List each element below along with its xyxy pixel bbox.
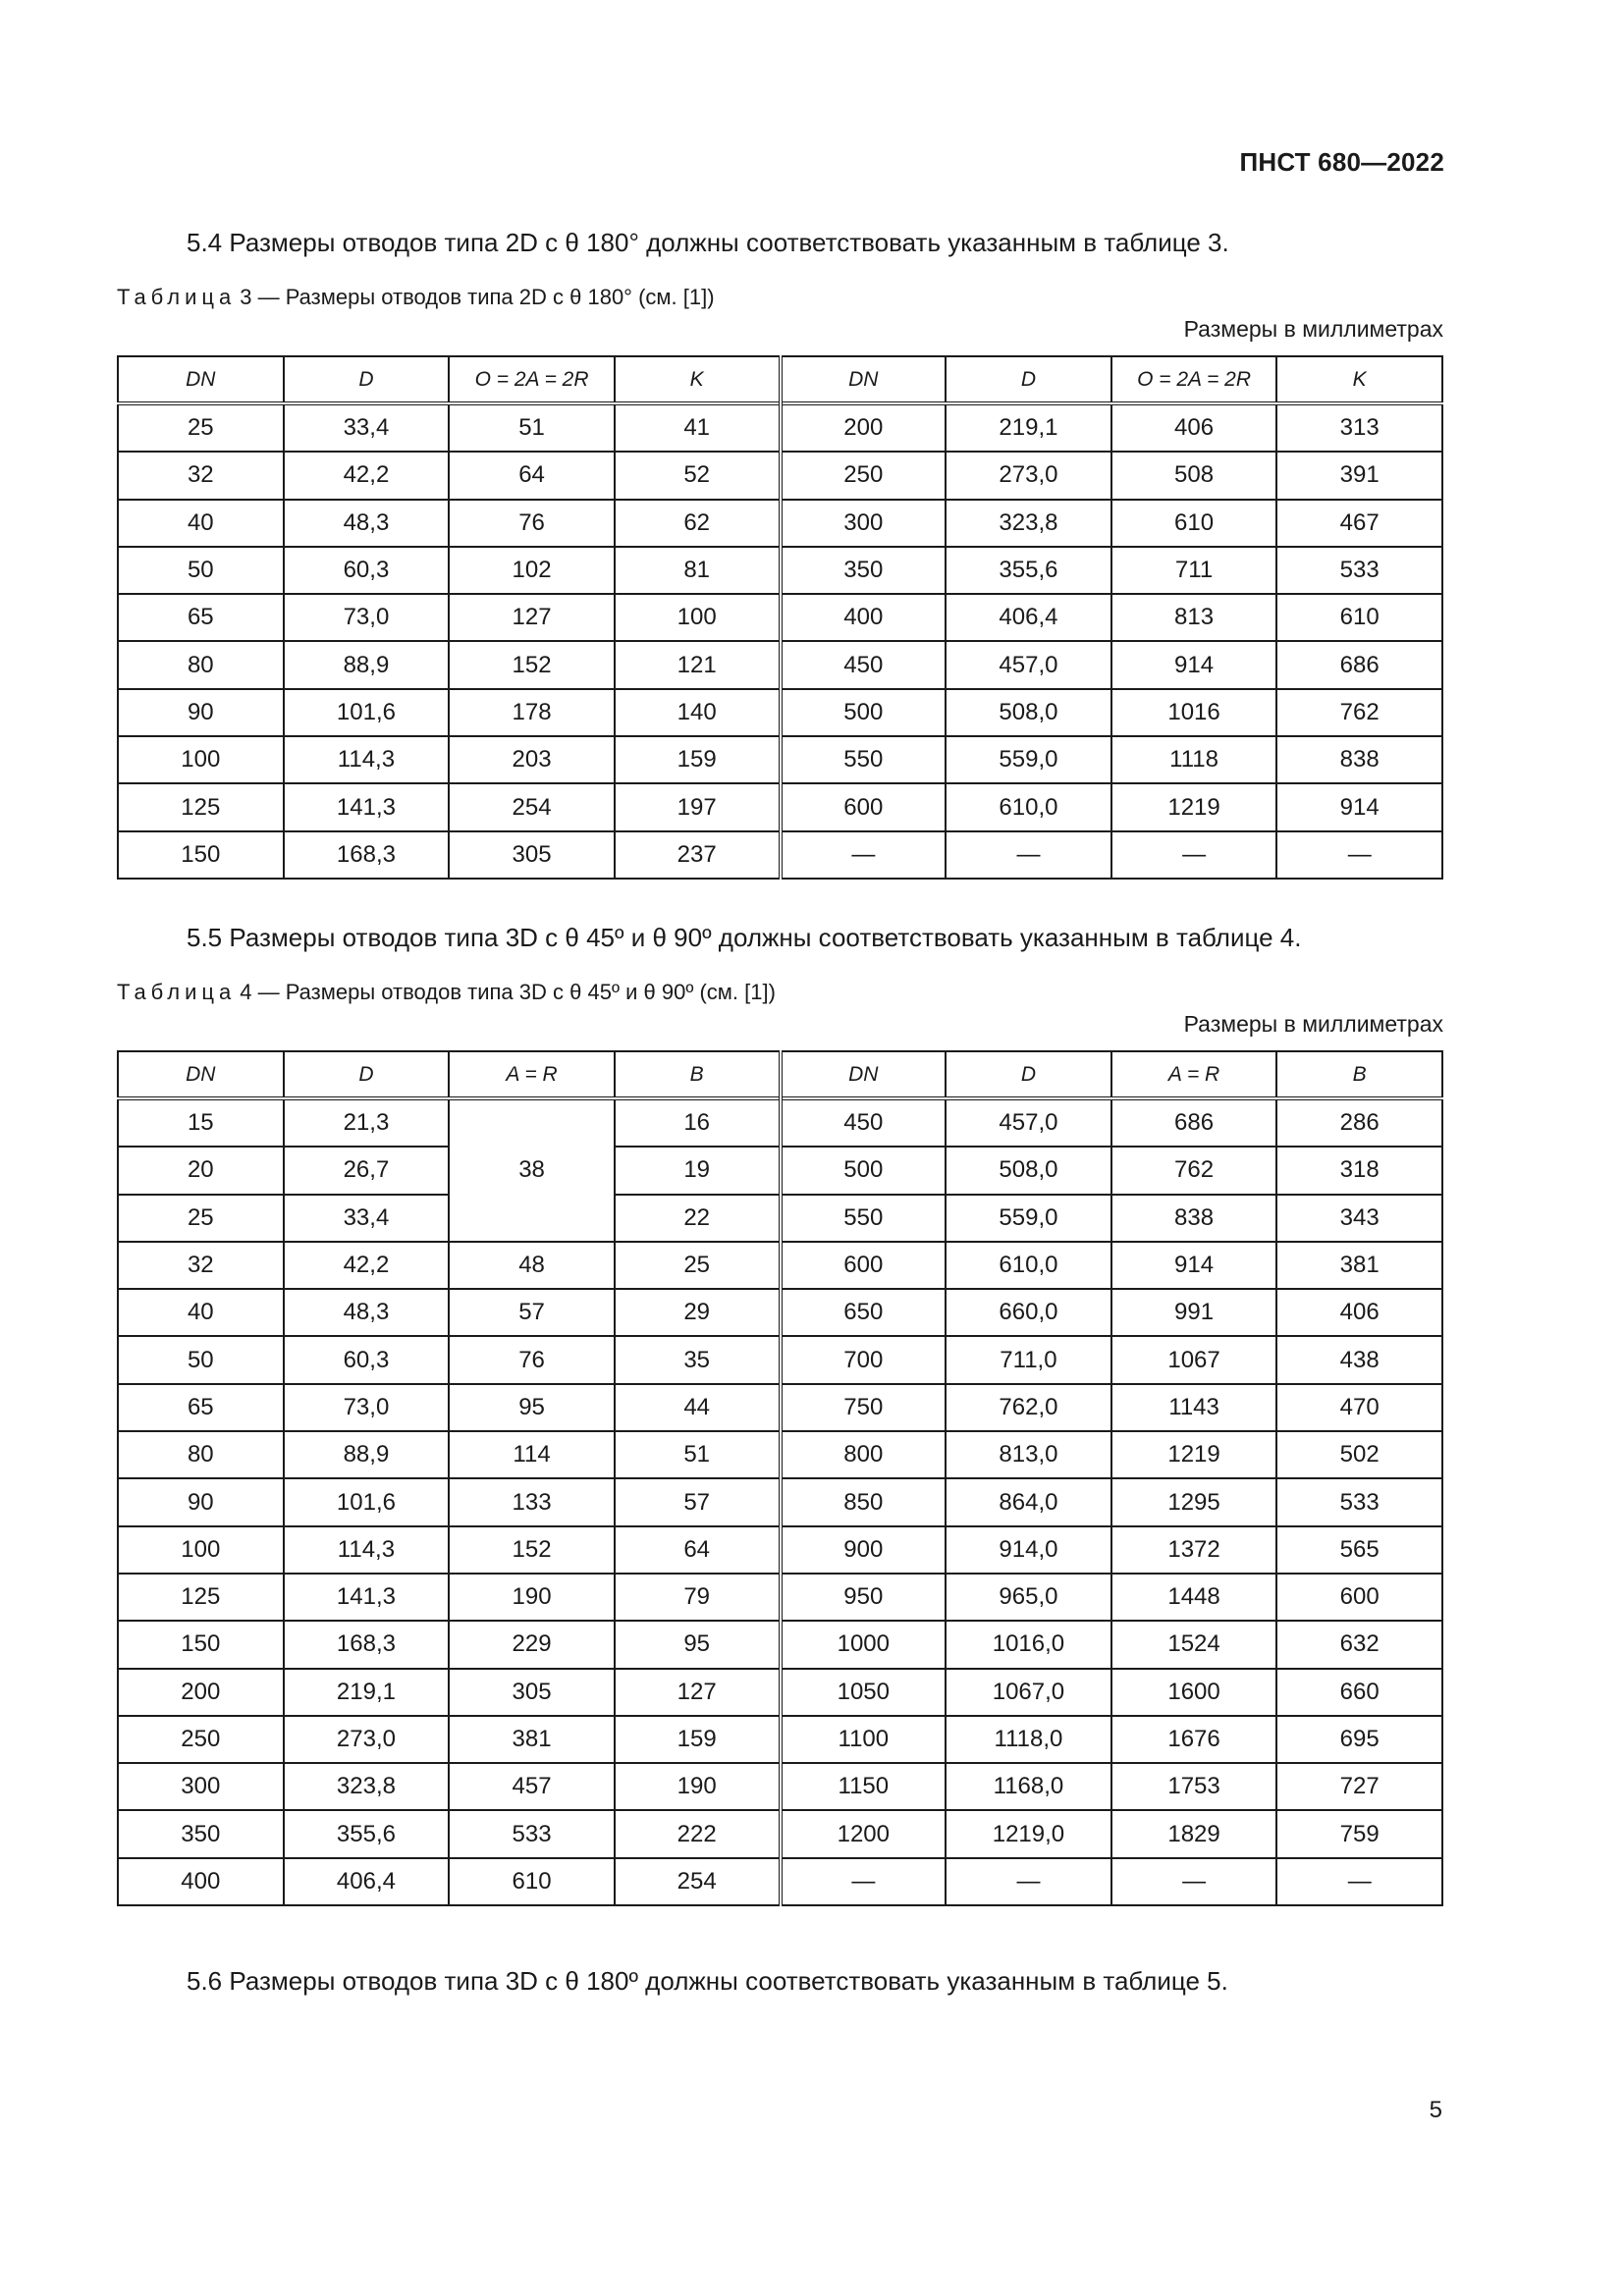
table-cell: 305	[449, 831, 615, 879]
table4-units: Размеры в миллиметрах	[1183, 1011, 1443, 1037]
column-header: K	[1276, 356, 1442, 403]
table-cell: 25	[615, 1242, 781, 1289]
table-row	[118, 1621, 1442, 1668]
table-cell: 229	[449, 1621, 615, 1668]
table-cell: 762,0	[946, 1384, 1111, 1431]
table-cell: 88,9	[284, 1431, 450, 1478]
table-cell: 1448	[1111, 1574, 1277, 1621]
table-cell: 197	[615, 783, 781, 830]
table-cell: 95	[615, 1621, 781, 1668]
table-cell: 20	[118, 1147, 284, 1194]
table-cell: 759	[1276, 1810, 1442, 1857]
table-cell: 79	[615, 1574, 781, 1621]
table-cell: 33,4	[284, 1195, 450, 1242]
table-cell: 610	[1276, 594, 1442, 641]
table-cell: —	[1111, 1858, 1277, 1905]
table-cell: 1118,0	[946, 1716, 1111, 1763]
table-cell: 76	[449, 500, 615, 547]
table-row	[118, 594, 1442, 641]
table-cell: 438	[1276, 1336, 1442, 1383]
table-cell: —	[1276, 1858, 1442, 1905]
table-cell: 90	[118, 1478, 284, 1525]
table-cell: 80	[118, 641, 284, 688]
table-cell: 343	[1276, 1195, 1442, 1242]
table-cell: 600	[1276, 1574, 1442, 1621]
table-cell: 502	[1276, 1431, 1442, 1478]
table-cell: 762	[1276, 689, 1442, 736]
column-header: D	[284, 356, 450, 403]
table-cell: 21,3	[284, 1098, 450, 1147]
table-cell: 100	[118, 736, 284, 783]
table-cell: 140	[615, 689, 781, 736]
table-cell: 850	[781, 1478, 947, 1525]
page-number: 5	[1429, 2097, 1442, 2123]
table-row	[118, 641, 1442, 688]
table-cell: 914	[1111, 1242, 1277, 1289]
table-cell: 114,3	[284, 736, 450, 783]
table-cell: 533	[449, 1810, 615, 1857]
table-cell: 29	[615, 1289, 781, 1336]
table-cell: 141,3	[284, 783, 450, 830]
document-code: ПНСТ 680—2022	[1239, 147, 1444, 177]
table-cell: 48,3	[284, 500, 450, 547]
column-header: B	[615, 1051, 781, 1098]
table-cell: 50	[118, 1336, 284, 1383]
column-header: A = R	[449, 1051, 615, 1098]
table-row	[118, 500, 1442, 547]
table-cell: 500	[781, 1147, 947, 1194]
table-cell: 318	[1276, 1147, 1442, 1194]
table-cell: 610,0	[946, 1242, 1111, 1289]
table-cell: 457,0	[946, 1098, 1111, 1147]
table-cell: 273,0	[946, 452, 1111, 499]
table-row	[118, 831, 1442, 879]
table-cell: 44	[615, 1384, 781, 1431]
table-cell: 450	[781, 641, 947, 688]
table-cell: 391	[1276, 452, 1442, 499]
table-cell: 152	[449, 1526, 615, 1574]
table-cell: 1150	[781, 1763, 947, 1810]
table-cell: 400	[781, 594, 947, 641]
table4-body	[118, 1098, 1442, 1905]
table-cell: 550	[781, 736, 947, 783]
table-cell: 695	[1276, 1716, 1442, 1763]
column-header: K	[615, 356, 781, 403]
table-cell: 125	[118, 1574, 284, 1621]
table-cell: 610	[449, 1858, 615, 1905]
table-cell: 900	[781, 1526, 947, 1574]
table-cell: 1118	[1111, 736, 1277, 783]
table4	[117, 1050, 1443, 1906]
column-header: DN	[118, 356, 284, 403]
table-cell: 100	[118, 1526, 284, 1574]
table-cell: 32	[118, 452, 284, 499]
table-cell: 121	[615, 641, 781, 688]
table-cell: 150	[118, 831, 284, 879]
table-cell: 40	[118, 1289, 284, 1336]
table-cell: 686	[1111, 1098, 1277, 1147]
table-cell: 100	[615, 594, 781, 641]
table-row	[118, 1526, 1442, 1574]
table-cell: 127	[449, 594, 615, 641]
table-cell: 38	[449, 1098, 615, 1242]
table-cell: 19	[615, 1147, 781, 1194]
table-cell: 222	[615, 1810, 781, 1857]
table-cell: 660,0	[946, 1289, 1111, 1336]
table-cell: 178	[449, 689, 615, 736]
table-cell: 203	[449, 736, 615, 783]
table-cell: 508,0	[946, 689, 1111, 736]
table-cell: 400	[118, 1858, 284, 1905]
table-cell: 237	[615, 831, 781, 879]
table-cell: —	[1276, 831, 1442, 879]
table-cell: 114,3	[284, 1526, 450, 1574]
table4-caption-text: 4 — Размеры отводов типа 3D с θ 45º и θ 90º (см. [1])	[240, 980, 776, 1004]
table3-caption	[117, 285, 715, 310]
table-cell: 406	[1276, 1289, 1442, 1336]
table-cell: 114	[449, 1431, 615, 1478]
table-cell: 101,6	[284, 1478, 450, 1525]
table-row	[118, 1289, 1442, 1336]
table-row	[118, 1669, 1442, 1716]
table-row	[118, 783, 1442, 830]
table-cell: 65	[118, 594, 284, 641]
table-cell: 51	[615, 1431, 781, 1478]
paragraph-5-4: 5.4 Размеры отводов типа 2D с θ 180° должны соответствовать указанным в таблице 3.	[187, 228, 1229, 257]
table-cell: 914	[1276, 783, 1442, 830]
table-cell: 219,1	[284, 1669, 450, 1716]
table-cell: 22	[615, 1195, 781, 1242]
table-cell: 457,0	[946, 641, 1111, 688]
table-cell: 15	[118, 1098, 284, 1147]
table-cell: 250	[781, 452, 947, 499]
table-cell: 48,3	[284, 1289, 450, 1336]
table-row	[118, 1147, 1442, 1194]
table-cell: 1524	[1111, 1621, 1277, 1668]
column-header: D	[946, 1051, 1111, 1098]
table-cell: 457	[449, 1763, 615, 1810]
table-row	[118, 1384, 1442, 1431]
table-cell: 1200	[781, 1810, 947, 1857]
table-cell: 254	[615, 1858, 781, 1905]
table-cell: 76	[449, 1336, 615, 1383]
table-cell: 450	[781, 1098, 947, 1147]
table-row	[118, 736, 1442, 783]
table-row	[118, 403, 1442, 452]
table-cell: 250	[118, 1716, 284, 1763]
table-cell: 127	[615, 1669, 781, 1716]
table-cell: 813,0	[946, 1431, 1111, 1478]
table-cell: 60,3	[284, 1336, 450, 1383]
table-cell: —	[781, 831, 947, 879]
table-cell: 559,0	[946, 736, 1111, 783]
table-cell: 950	[781, 1574, 947, 1621]
table-cell: 323,8	[946, 500, 1111, 547]
table-cell: 1067,0	[946, 1669, 1111, 1716]
table-cell: 762	[1111, 1147, 1277, 1194]
table-cell: 800	[781, 1431, 947, 1478]
table-cell: 686	[1276, 641, 1442, 688]
column-header: B	[1276, 1051, 1442, 1098]
table-cell: 305	[449, 1669, 615, 1716]
table-cell: 864,0	[946, 1478, 1111, 1525]
table-cell: 62	[615, 500, 781, 547]
table-cell: 125	[118, 783, 284, 830]
table-cell: 25	[118, 403, 284, 452]
table-cell: 1050	[781, 1669, 947, 1716]
table4-caption-label: Таблица	[117, 980, 237, 1004]
table-cell: 650	[781, 1289, 947, 1336]
table-row	[118, 1858, 1442, 1905]
table-row	[118, 452, 1442, 499]
table-cell: 73,0	[284, 1384, 450, 1431]
table-cell: 711	[1111, 547, 1277, 594]
table-cell: 219,1	[946, 403, 1111, 452]
table-cell: 600	[781, 1242, 947, 1289]
table-cell: 254	[449, 783, 615, 830]
table-cell: 16	[615, 1098, 781, 1147]
table-cell: 711,0	[946, 1336, 1111, 1383]
table-row	[118, 1574, 1442, 1621]
table-cell: 300	[118, 1763, 284, 1810]
table-cell: 323,8	[284, 1763, 450, 1810]
column-header: D	[946, 356, 1111, 403]
table-cell: 533	[1276, 1478, 1442, 1525]
table-cell: 35	[615, 1336, 781, 1383]
table-cell: 60,3	[284, 547, 450, 594]
table4-caption	[117, 980, 776, 1005]
table3-caption-label: Таблица	[117, 285, 237, 309]
table-cell: 1372	[1111, 1526, 1277, 1574]
table-cell: 200	[781, 403, 947, 452]
table-cell: 1676	[1111, 1716, 1277, 1763]
table-cell: 273,0	[284, 1716, 450, 1763]
table-cell: 81	[615, 547, 781, 594]
table-cell: 355,6	[946, 547, 1111, 594]
table-cell: 1295	[1111, 1478, 1277, 1525]
table-cell: 600	[781, 783, 947, 830]
table-cell: 51	[449, 403, 615, 452]
table-cell: 1829	[1111, 1810, 1277, 1857]
table-cell: 168,3	[284, 831, 450, 879]
table-cell: 1143	[1111, 1384, 1277, 1431]
table-row	[118, 1478, 1442, 1525]
table-cell: 95	[449, 1384, 615, 1431]
table-cell: 32	[118, 1242, 284, 1289]
table-cell: 40	[118, 500, 284, 547]
table-cell: 300	[781, 500, 947, 547]
table-cell: 914	[1111, 641, 1277, 688]
table-cell: 42,2	[284, 1242, 450, 1289]
table3-header-row	[118, 356, 1442, 403]
table-cell: 467	[1276, 500, 1442, 547]
column-header: DN	[781, 356, 947, 403]
table-cell: 632	[1276, 1621, 1442, 1668]
table-cell: 286	[1276, 1098, 1442, 1147]
column-header: DN	[118, 1051, 284, 1098]
table-cell: 1000	[781, 1621, 947, 1668]
table-cell: 381	[449, 1716, 615, 1763]
table-cell: 727	[1276, 1763, 1442, 1810]
table-row	[118, 1336, 1442, 1383]
table-cell: 52	[615, 452, 781, 499]
table-cell: 559,0	[946, 1195, 1111, 1242]
column-header: DN	[781, 1051, 947, 1098]
table-cell: 42,2	[284, 452, 450, 499]
table-cell: 88,9	[284, 641, 450, 688]
column-header: O = 2A = 2R	[1111, 356, 1277, 403]
table-cell: 1600	[1111, 1669, 1277, 1716]
table-row	[118, 1763, 1442, 1810]
table3	[117, 355, 1443, 880]
table-cell: 48	[449, 1242, 615, 1289]
table-cell: 500	[781, 689, 947, 736]
table-cell: 168,3	[284, 1621, 450, 1668]
table-cell: 1219	[1111, 783, 1277, 830]
table-cell: 102	[449, 547, 615, 594]
table-cell: 200	[118, 1669, 284, 1716]
column-header: D	[284, 1051, 450, 1098]
table-cell: 565	[1276, 1526, 1442, 1574]
table-cell: 406	[1111, 403, 1277, 452]
table-cell: 50	[118, 547, 284, 594]
table-cell: 80	[118, 1431, 284, 1478]
table-cell: 57	[615, 1478, 781, 1525]
table-row	[118, 1716, 1442, 1763]
table-cell: 1219,0	[946, 1810, 1111, 1857]
table-cell: 610,0	[946, 783, 1111, 830]
table-cell: 355,6	[284, 1810, 450, 1857]
table-row	[118, 547, 1442, 594]
table3-units: Размеры в миллиметрах	[1183, 316, 1443, 342]
table-cell: 141,3	[284, 1574, 450, 1621]
table-cell: 1016,0	[946, 1621, 1111, 1668]
table-cell: 1168,0	[946, 1763, 1111, 1810]
table-cell: 508	[1111, 452, 1277, 499]
table-cell: 838	[1276, 736, 1442, 783]
table-cell: 610	[1111, 500, 1277, 547]
table-cell: 914,0	[946, 1526, 1111, 1574]
table-cell: 813	[1111, 594, 1277, 641]
table-cell: 313	[1276, 403, 1442, 452]
table-cell: 1219	[1111, 1431, 1277, 1478]
table-cell: 57	[449, 1289, 615, 1336]
table-row	[118, 1810, 1442, 1857]
column-header: O = 2A = 2R	[449, 356, 615, 403]
table-cell: 470	[1276, 1384, 1442, 1431]
table-cell: 350	[781, 547, 947, 594]
table-cell: 25	[118, 1195, 284, 1242]
table-cell: 101,6	[284, 689, 450, 736]
table-cell: —	[781, 1858, 947, 1905]
table-cell: 700	[781, 1336, 947, 1383]
table-cell: 64	[449, 452, 615, 499]
table3-body	[118, 403, 1442, 879]
table-cell: 350	[118, 1810, 284, 1857]
table-cell: 190	[449, 1574, 615, 1621]
table-cell: —	[946, 831, 1111, 879]
table-row	[118, 1098, 1442, 1147]
table-cell: 406,4	[284, 1858, 450, 1905]
paragraph-5-5: 5.5 Размеры отводов типа 3D с θ 45º и θ 90º должны соответствовать указанным в таблице 4.	[187, 923, 1302, 952]
table-cell: 550	[781, 1195, 947, 1242]
table-cell: 190	[615, 1763, 781, 1810]
table3-caption-text: 3 — Размеры отводов типа 2D с θ 180° (см. [1])	[240, 285, 715, 309]
table-cell: 64	[615, 1526, 781, 1574]
table-cell: 381	[1276, 1242, 1442, 1289]
table-cell: 1016	[1111, 689, 1277, 736]
table-cell: 965,0	[946, 1574, 1111, 1621]
table-cell: 838	[1111, 1195, 1277, 1242]
table-cell: 991	[1111, 1289, 1277, 1336]
table-row	[118, 1431, 1442, 1478]
table-cell: 133	[449, 1478, 615, 1525]
table-cell: 406,4	[946, 594, 1111, 641]
column-header: A = R	[1111, 1051, 1277, 1098]
table-cell: —	[1111, 831, 1277, 879]
table-cell: 41	[615, 403, 781, 452]
table-cell: 73,0	[284, 594, 450, 641]
table-cell: 159	[615, 736, 781, 783]
table-cell: 750	[781, 1384, 947, 1431]
table-row	[118, 1195, 1442, 1242]
table-cell: 533	[1276, 547, 1442, 594]
table-row	[118, 1242, 1442, 1289]
table-cell: 90	[118, 689, 284, 736]
table-cell: 33,4	[284, 403, 450, 452]
table-cell: 1753	[1111, 1763, 1277, 1810]
table-cell: 150	[118, 1621, 284, 1668]
table-cell: 1100	[781, 1716, 947, 1763]
table-cell: 1067	[1111, 1336, 1277, 1383]
table4-header-row	[118, 1051, 1442, 1098]
table-cell: 26,7	[284, 1147, 450, 1194]
table-cell: 152	[449, 641, 615, 688]
paragraph-5-6: 5.6 Размеры отводов типа 3D с θ 180º должны соответствовать указанным в таблице 5.	[187, 1966, 1228, 1996]
table-cell: —	[946, 1858, 1111, 1905]
table-cell: 159	[615, 1716, 781, 1763]
table-row	[118, 689, 1442, 736]
table-cell: 660	[1276, 1669, 1442, 1716]
table-cell: 65	[118, 1384, 284, 1431]
table-cell: 508,0	[946, 1147, 1111, 1194]
